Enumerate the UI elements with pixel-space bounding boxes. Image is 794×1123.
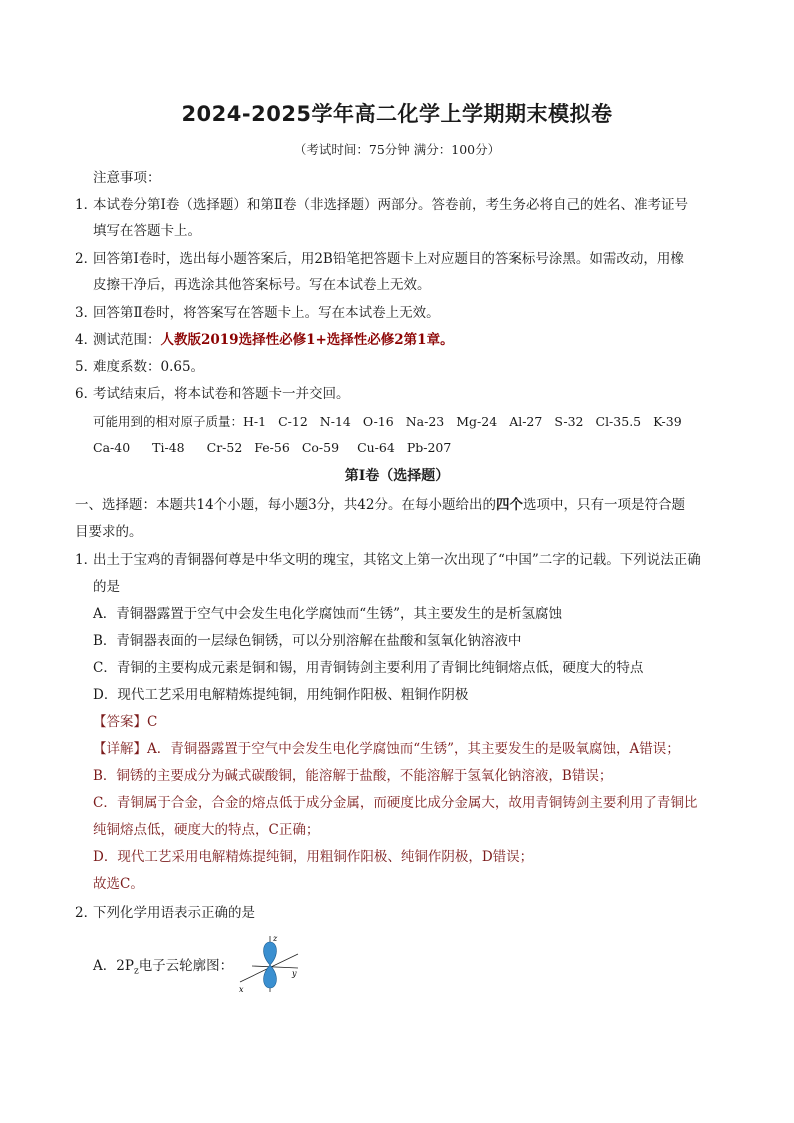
orbital-subscript: z xyxy=(133,966,139,977)
atomic-mass: Ti-48 xyxy=(152,440,185,455)
atomic-mass: Mg-24 xyxy=(456,414,498,429)
option-label: A． xyxy=(93,958,117,974)
atomic-mass: C-12 xyxy=(278,414,308,429)
note-number: 1． xyxy=(75,197,98,213)
question-2-stem xyxy=(75,903,255,923)
atomic-mass: Na-23 xyxy=(405,414,445,429)
atomic-masses-label: 可能用到的相对原子质量： xyxy=(93,414,244,429)
note-1-cont: 填写在答题卡上。 xyxy=(93,223,201,239)
question-number: 1． xyxy=(75,552,98,568)
atomic-mass: Cu-64 xyxy=(357,440,395,455)
instructions-text: 一、选择题：本题共14个小题，每小题3分，共42分。在每小题给出的 xyxy=(75,497,496,513)
test-scope: 人教版2019选择性必修1+选择性必修2第1章。 xyxy=(160,332,454,348)
orbital-lobe-upper xyxy=(264,942,277,965)
question-1-option-b: B．青铜器表面的一层绿色铜锈，可以分别溶解在盐酸和氢氧化钠溶液中 xyxy=(93,633,522,649)
x-axis-label: x xyxy=(239,985,244,994)
question-1-stem xyxy=(75,550,701,570)
section-title: 第Ⅰ卷（选择题） xyxy=(344,468,450,484)
answer-label: 【答案】 xyxy=(93,714,147,730)
question-text: 出土于宝鸡的青铜器何尊是中华文明的瑰宝，其铭文上第一次出现了“中国”二字的记载。下列说法正确 xyxy=(93,552,701,568)
atomic-mass: Al-27 xyxy=(509,414,543,429)
note-number: 2． xyxy=(75,251,98,267)
note-text: 难度系数：0.65。 xyxy=(93,359,205,375)
z-axis-label: z xyxy=(273,934,278,943)
atomic-mass: N-14 xyxy=(319,414,351,429)
atomic-masses-row-2 xyxy=(93,438,463,458)
question-1-detail-4: 纯铜熔点低，硬度大的特点，C正确； xyxy=(93,822,320,838)
answer-value: C xyxy=(147,714,158,730)
exam-title: 2024-2025学年高二化学上学期期末模拟卷 xyxy=(181,102,613,126)
note-text: 回答第Ⅰ卷时，选出每小题答案后，用2B铅笔把答题卡上对应题目的答案标号涂黑。如需改动，用橡 xyxy=(93,251,684,267)
exam-subtitle: （考试时间：75分钟 满分：100分） xyxy=(293,142,501,157)
question-1-detail-5: D．现代工艺采用电解精炼提纯铜，用粗铜作阳极、纯铜作阴极，D错误； xyxy=(93,849,534,865)
question-1-answer xyxy=(93,712,157,732)
y-axis xyxy=(252,966,298,968)
question-1-conclusion: 故选C。 xyxy=(93,876,144,892)
atomic-mass: Cl-35.5 xyxy=(595,414,642,429)
atomic-mass: H-1 xyxy=(243,414,267,429)
note-text: 考试结束后，将本试卷和答题卡一并交回。 xyxy=(93,386,350,402)
option-text: 电子云轮廓图： xyxy=(138,958,234,974)
question-text: 下列化学用语表示正确的是 xyxy=(93,905,255,921)
orbital-name: 2P xyxy=(116,958,134,974)
note-number: 4． xyxy=(75,332,98,348)
note-2-cont: 皮擦干净后，再选涂其他答案标号。写在本试卷上无效。 xyxy=(93,277,431,293)
note-2 xyxy=(75,249,684,269)
question-1-stem-cont: 的是 xyxy=(93,579,120,595)
note-1 xyxy=(75,195,688,215)
atomic-mass: Fe-56 xyxy=(254,440,290,455)
atomic-mass: S-32 xyxy=(554,414,584,429)
atomic-mass: Co-59 xyxy=(301,440,340,455)
notes-heading: 注意事项： xyxy=(93,170,161,186)
note-number: 5． xyxy=(75,359,98,375)
note-number: 6． xyxy=(75,386,98,402)
note-number: 3． xyxy=(75,305,98,321)
instructions-emphasis: 四个 xyxy=(495,497,523,513)
note-6 xyxy=(75,384,350,404)
question-1-option-c: C．青铜的主要构成元素是铜和锡，用青铜铸剑主要利用了青铜比纯铜熔点低，硬度大的特点 xyxy=(93,660,644,676)
atomic-mass: Cr-52 xyxy=(206,440,243,455)
atomic-mass: K-39 xyxy=(653,414,682,429)
note-4 xyxy=(75,330,454,350)
atomic-mass: Pb-207 xyxy=(406,440,452,455)
detail-label: 【详解】 xyxy=(93,741,147,757)
orbital-lobe-lower xyxy=(264,965,277,988)
note-text: 回答第Ⅱ卷时，将答案写在答题卡上。写在本试卷上无效。 xyxy=(93,305,440,321)
note-5 xyxy=(75,357,204,377)
question-2-option-a xyxy=(93,956,233,982)
question-1-option-a: A．青铜器露置于空气中会发生电化学腐蚀而“生锈”，其主要发生的是析氢腐蚀 xyxy=(93,606,563,622)
detail-text: A．青铜器露置于空气中会发生电化学腐蚀而“生锈”，其主要发生的是吸氧腐蚀，A错误； xyxy=(147,741,680,757)
atomic-mass: O-16 xyxy=(362,414,394,429)
question-1-option-d: D．现代工艺采用电解精炼提纯铜，用纯铜作阳极、粗铜作阴极 xyxy=(93,687,469,703)
question-1-detail-2: B．铜锈的主要成分为碱式碳酸铜，能溶解于盐酸，不能溶解于氢氧化钠溶液，B错误； xyxy=(93,768,613,784)
atomic-masses-row-1 xyxy=(93,412,682,432)
question-1-detail-3: C．青铜属于合金，合金的熔点低于成分金属，而硬度比成分金属大，故用青铜铸剑主要利用了青铜比 xyxy=(93,795,698,811)
question-number: 2． xyxy=(75,905,98,921)
note-text: 测试范围： xyxy=(93,332,161,348)
question-1-detail-1 xyxy=(93,739,680,759)
p-orbital-diagram xyxy=(236,932,302,994)
instructions-text: 选项中，只有一项是符合题 xyxy=(522,497,685,513)
y-axis-label: y xyxy=(292,969,297,978)
note-text: 本试卷分第Ⅰ卷（选择题）和第Ⅱ卷（非选择题）两部分。答卷前，考生务必将自己的姓名、准考证号 xyxy=(93,197,689,213)
atomic-mass: Ca-40 xyxy=(93,440,131,455)
choice-instructions xyxy=(75,495,685,515)
choice-instructions-cont: 目要求的。 xyxy=(75,524,143,540)
note-3 xyxy=(75,303,440,323)
